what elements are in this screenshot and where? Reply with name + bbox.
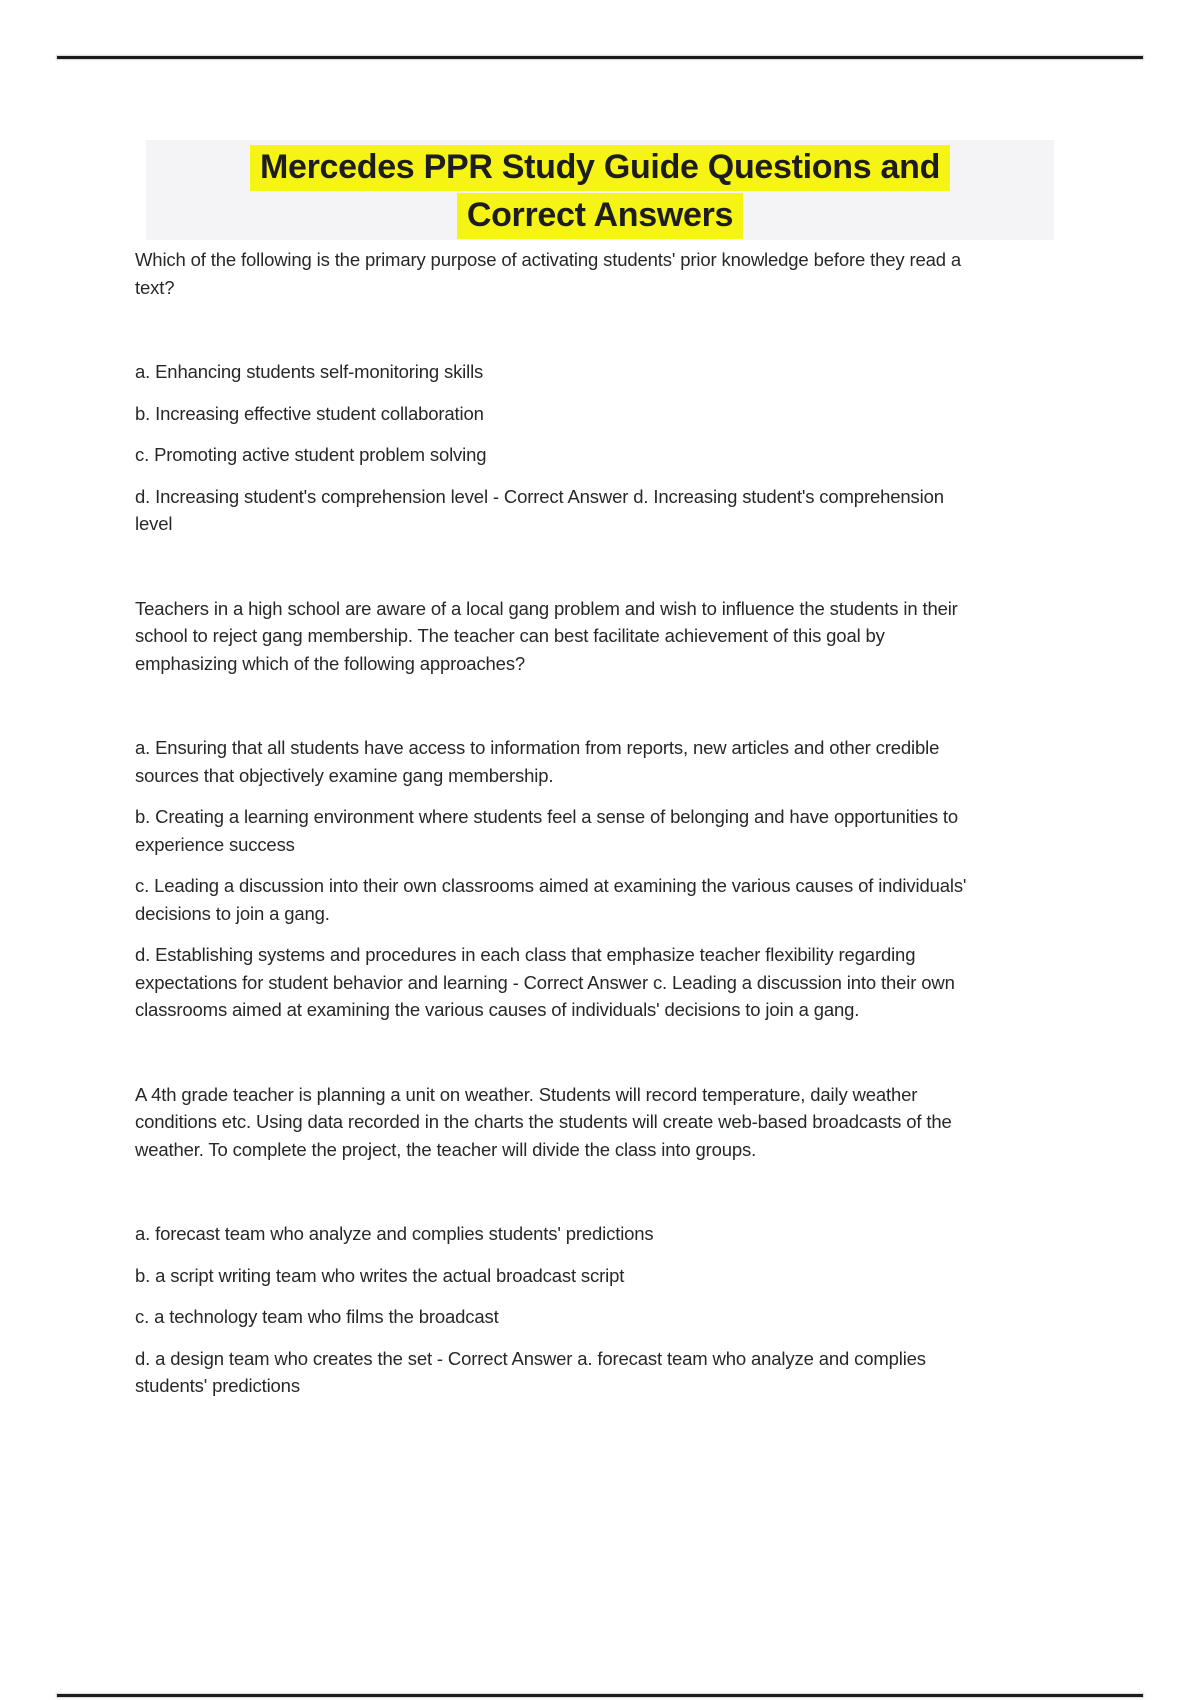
option-d-with-answer: d. Increasing student's comprehension level - Correct Answer d. Increasing student's comprehension level	[135, 485, 944, 534]
question-block-2	[135, 595, 975, 1024]
question-text: Which of the following is the primary purpose of activating students' prior knowledge before they read a text?	[135, 249, 962, 298]
options-list	[135, 1220, 975, 1400]
question-block-3	[135, 1081, 975, 1400]
option-c: c. Leading a discussion into their own classrooms aimed at examining the various causes of individuals' decisions to join a gang.	[135, 875, 967, 924]
title-block	[146, 140, 1054, 240]
option-b: b. Increasing effective student collaboration	[135, 402, 484, 424]
options-list	[135, 734, 975, 1024]
title-line-2: Correct Answers	[457, 193, 743, 239]
question-text: Teachers in a high school are aware of a local gang problem and wish to influence the students in their school to reject gang membership. The teacher can best facilitate achievement of this goal by emphasizing which of the following approaches?	[135, 597, 958, 674]
title-line-1: Mercedes PPR Study Guide Questions and	[250, 145, 950, 191]
option-d-with-answer: d. a design team who creates the set - Correct Answer a. forecast team who analyze and complies students' predictions	[135, 1347, 926, 1396]
option-a: a. forecast team who analyze and complies students' predictions	[135, 1223, 654, 1244]
top-rule	[57, 56, 1143, 59]
options-list	[135, 358, 975, 538]
option-d-with-answer: d. Establishing systems and procedures in each class that emphasize teacher flexibility regarding expectations for student behavior and learning - Correct Answer c. Leading a discussion into their own classrooms aimed at examining the various causes of individuals' decisions to join a gang.	[135, 944, 955, 1020]
page-title	[146, 140, 1054, 239]
option-b: b. a script writing team who writes the actual broadcast script	[135, 1264, 625, 1286]
option-c: c. a technology team who films the broadcast	[135, 1306, 499, 1327]
bottom-rule	[57, 1694, 1143, 1697]
question-text: A 4th grade teacher is planning a unit on weather. Students will record temperature, daily weather conditions etc. Using data recorded in the charts the students will create web-based broadcasts of the weather. To complete the project, the teacher will divide the class into groups.	[135, 1083, 952, 1160]
option-c: c. Promoting active student problem solving	[135, 444, 487, 465]
option-a: a. Enhancing students self-monitoring skills	[135, 361, 484, 382]
option-a: a. Ensuring that all students have access to information from reports, new articles and other credible sources that objectively examine gang membership.	[135, 737, 940, 786]
document-content	[135, 246, 975, 1457]
question-block-1	[135, 246, 975, 538]
option-b: b. Creating a learning environment where students feel a sense of belonging and have opportunities to experience success	[135, 806, 959, 855]
